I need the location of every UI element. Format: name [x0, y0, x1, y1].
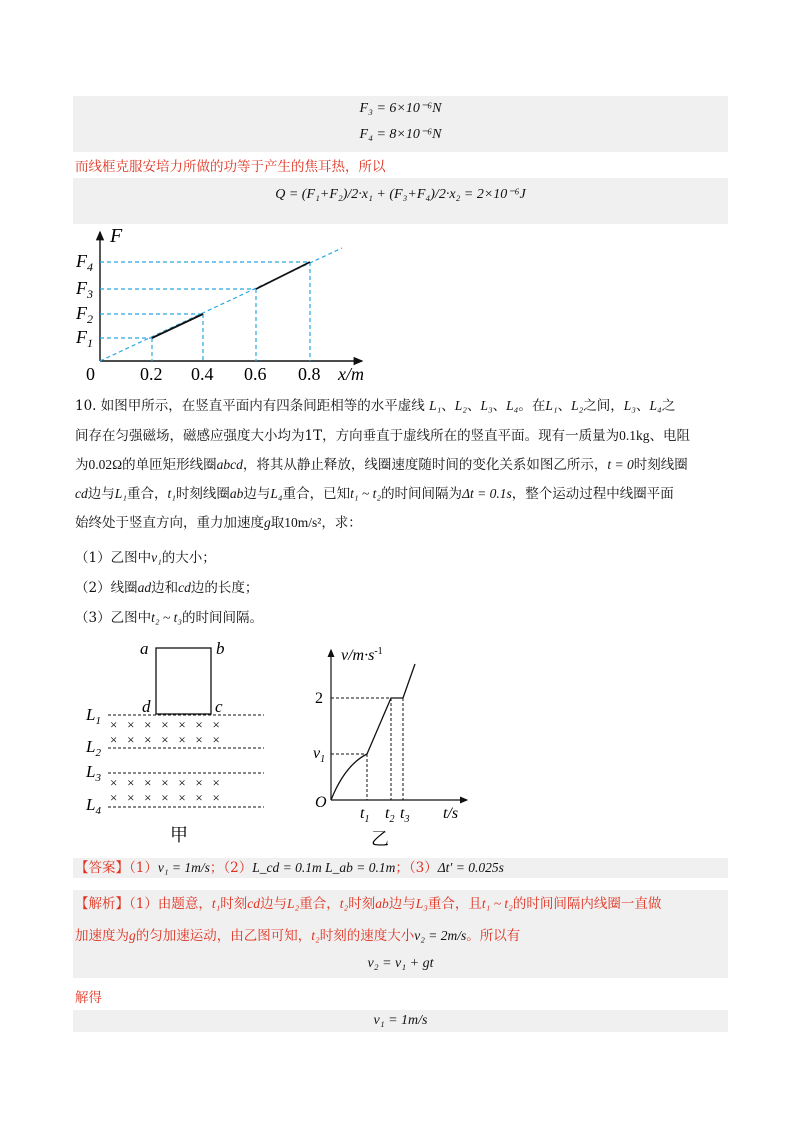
tick-f2: $F_2$ — [76, 303, 93, 326]
sub-question-3: （3）乙图中t₂ ~ t₃的时间间隔。 — [75, 610, 264, 626]
q10-line-5: 始终处于竖直方向，重力加速度g取10m/s²，求： — [75, 515, 362, 531]
svg-text:× × × × × × ×: × × × × × × × — [110, 732, 220, 747]
label-l4: $L_4$ — [86, 795, 101, 817]
corner-a: a — [140, 639, 149, 658]
analysis-line-1: 【解析】（1）由题意，t₁时刻cd边与L₂重合，t₂时刻ab边与L₃重合，且t₁ ~ t₂的时间间隔内线圈一直做 — [75, 896, 662, 912]
corner-b: b — [216, 639, 225, 658]
q10-line-1: 10. 如图甲所示，在竖直平面内有四条间距相等的水平虚线 L₁、L₂、L₃、L₄。在L₁、L₂之间，L₃、L₄之 — [75, 398, 676, 414]
q10-line-2: 间存在匀强磁场，磁感应强度大小均为1T，方向垂直于虚线所在的竖直平面。现有一质量为0.1kg、电阻 — [75, 428, 690, 444]
corner-d: d — [142, 697, 151, 716]
coil-rect — [156, 648, 211, 714]
graph-x-label: x/m — [338, 364, 364, 384]
solve-label: 解得 — [75, 990, 102, 1006]
tick-f4: $F_4$ — [76, 251, 93, 274]
field-crosses — [110, 717, 220, 805]
yi-tick-2: 2 — [315, 690, 323, 707]
tick-x1: 0.2 — [140, 364, 163, 384]
svg-text:× × × × × × ×: × × × × × × × — [110, 775, 220, 790]
equation-v2: v₂ = v₁ + gt — [367, 956, 434, 971]
tick-x3: 0.6 — [244, 364, 267, 384]
label-l3: $L_3$ — [86, 762, 101, 784]
equation-q: Q = (F₁+F₂)/2·x₁ + (F₃+F₄)/2·x₂ = 2×10⁻⁶J — [275, 187, 526, 202]
yi-origin: O — [315, 794, 327, 811]
svg-text:× × × × × × ×: × × × × × × × — [110, 790, 220, 805]
equation-f4: F₄ = 8×10⁻⁶N — [359, 127, 442, 142]
tick-x2: 0.4 — [191, 364, 214, 384]
yi-tick-t1: $t_1$ — [360, 805, 370, 825]
tick-f3: $F_3$ — [76, 278, 93, 301]
segment-2 — [256, 262, 310, 289]
force-displacement-graph — [70, 226, 370, 386]
q10-line-4: cd边与L₁重合，t₁时刻线圈ab边与L₄重合，已知t₁ ~ t₂的时间间隔为Δt = 0.1s，整个运动过程中线圈平面 — [75, 486, 674, 502]
caption-jia: 甲 — [170, 825, 188, 844]
label-l2: $L_2$ — [86, 737, 101, 759]
figure-yi — [305, 640, 475, 850]
svg-text:× × × × × × ×: × × × × × × × — [110, 717, 220, 732]
yi-x-label: t/s — [443, 805, 459, 822]
velocity-curve — [331, 664, 415, 800]
yi-tick-v1: $v_1$ — [313, 745, 326, 765]
yi-tick-t2: $t_2$ — [385, 805, 395, 825]
yi-guides — [331, 698, 403, 800]
equation-v1: v₁ = 1m/s — [373, 1013, 428, 1028]
yi-tick-t3: $t_3$ — [400, 805, 410, 825]
tick-f1: $F_1$ — [76, 327, 93, 350]
graph-y-label: F — [110, 226, 123, 247]
q10-line-3: 为0.02Ω的单匝矩形线圈abcd，将其从静止释放，线圈速度随时间的变化关系如图乙所示，t = 0时刻线圈 — [75, 457, 688, 473]
tick-x4: 0.8 — [298, 364, 321, 384]
label-l1: $L_1$ — [86, 705, 101, 727]
sub-question-1: （1）乙图中v₁的大小； — [75, 550, 216, 566]
sub-question-2: （2）线圈ad边和cd边的长度； — [75, 580, 259, 596]
analysis-line-2: 加速度为g的匀加速运动，由乙图可知，t₂时刻的速度大小v₂ = 2m/s。所以有 — [75, 928, 521, 944]
corner-c: c — [215, 697, 223, 716]
caption-yi: 乙 — [371, 829, 389, 849]
equation-f3: F₃ = 6×10⁻⁶N — [359, 101, 442, 116]
graph-origin: 0 — [86, 364, 95, 384]
work-heat-text: 而线框克服安培力所做的功等于产生的焦耳热，所以 — [75, 159, 386, 175]
segment-1 — [152, 314, 203, 338]
answer-line: 【答案】（1）v₁ = 1m/s；（2）L_cd = 0.1m L_ab = 0.1m；（3）Δt′ = 0.025s — [75, 860, 504, 876]
figure-jia — [80, 634, 280, 844]
yi-y-label: $v/m\cdot s^{-1}$ — [341, 646, 383, 664]
